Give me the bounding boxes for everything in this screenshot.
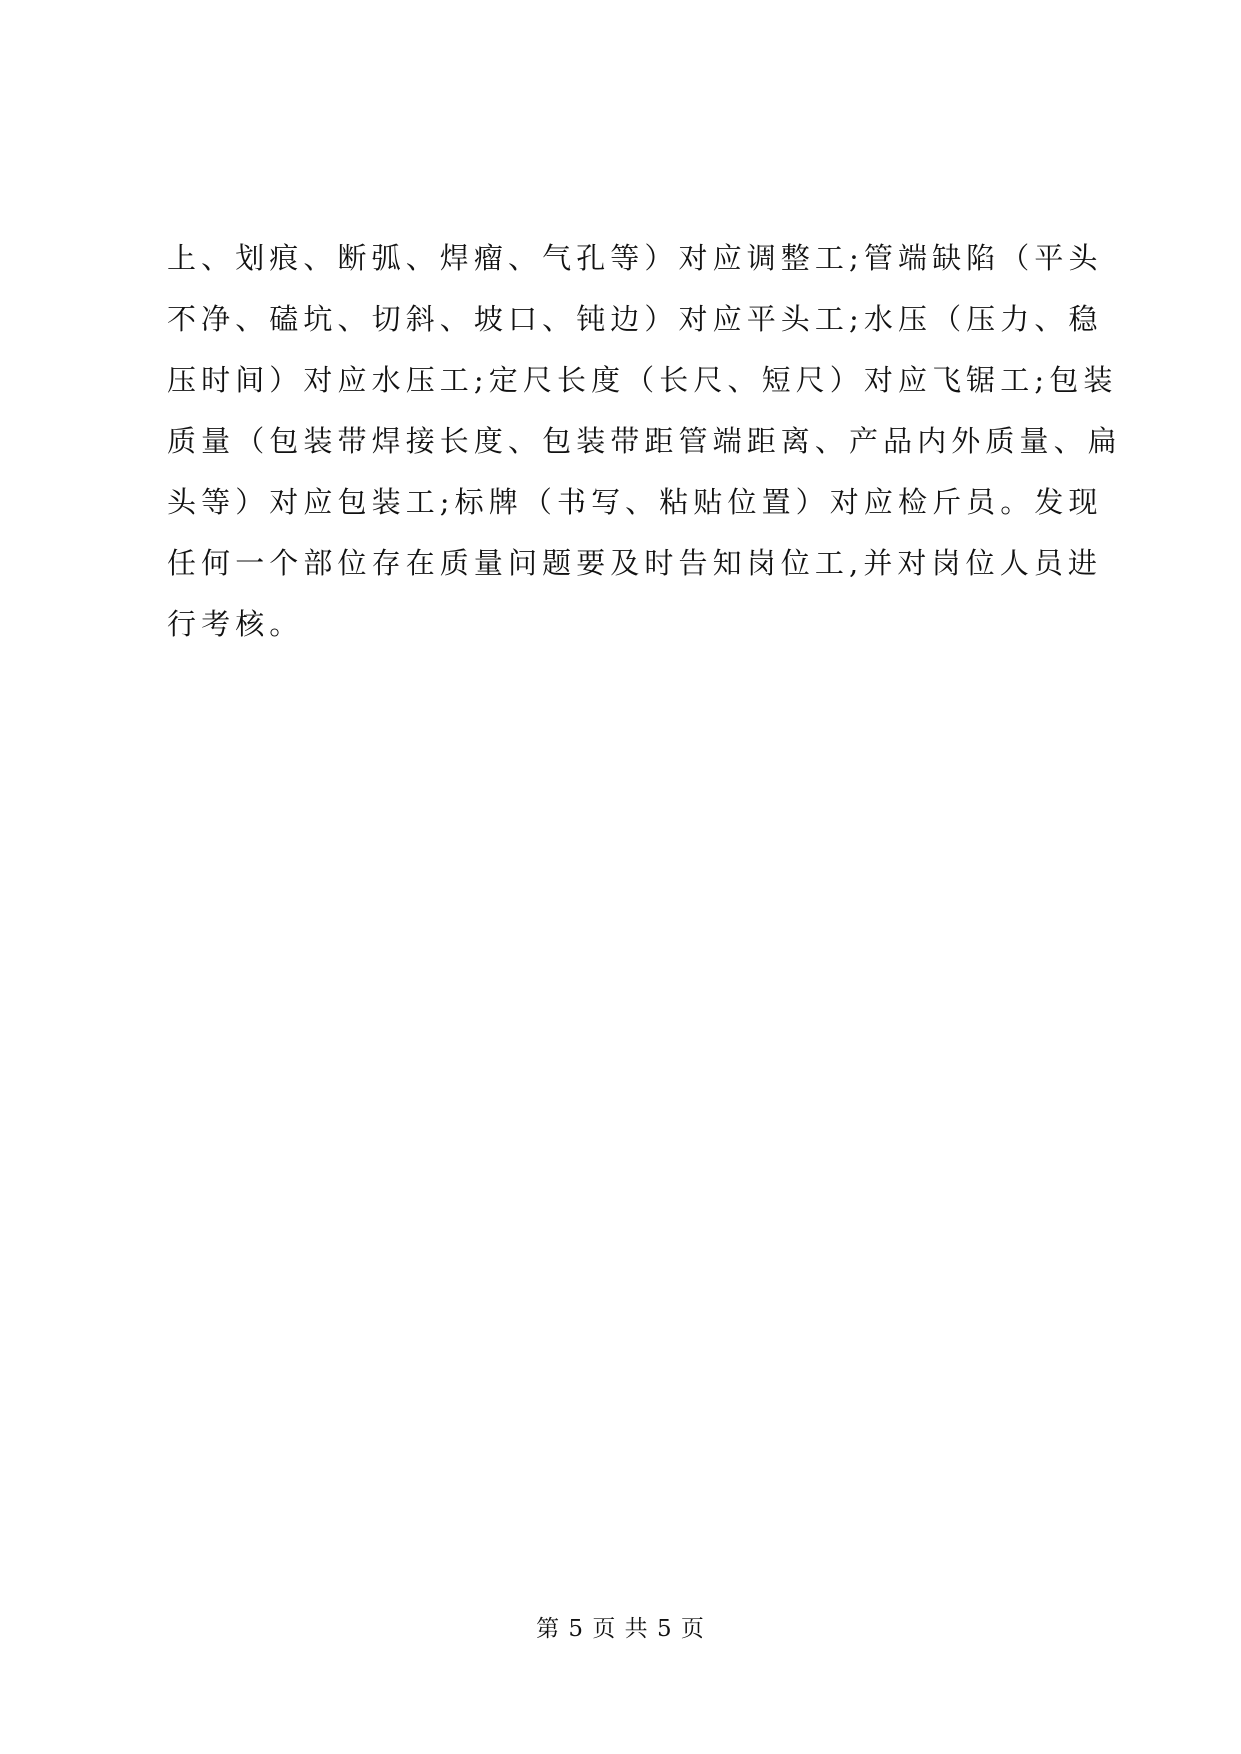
paragraph-line: 压时间）对应水压工;定尺长度（长尺、短尺）对应飞锯工;包装	[167, 363, 1118, 397]
body-paragraph	[167, 228, 1122, 655]
paragraph-line: 行考核。	[167, 607, 304, 641]
page-number-footer: 第 5 页 共 5 页	[536, 1616, 705, 1642]
paragraph-line: 质量（包装带焊接长度、包装带距管端距离、产品内外质量、扁	[167, 424, 1122, 458]
paragraph-line: 上、划痕、断弧、焊瘤、气孔等）对应调整工;管端缺陷（平头	[167, 241, 1103, 275]
paragraph-line: 头等）对应包装工;标牌（书写、粘贴位置）对应检斤员。发现	[167, 485, 1103, 519]
paragraph-line: 任何一个部位存在质量问题要及时告知岗位工,并对岗位人员进	[167, 546, 1103, 580]
paragraph-line: 不净、磕坑、切斜、坡口、钝边）对应平头工;水压（压力、稳	[167, 302, 1103, 336]
